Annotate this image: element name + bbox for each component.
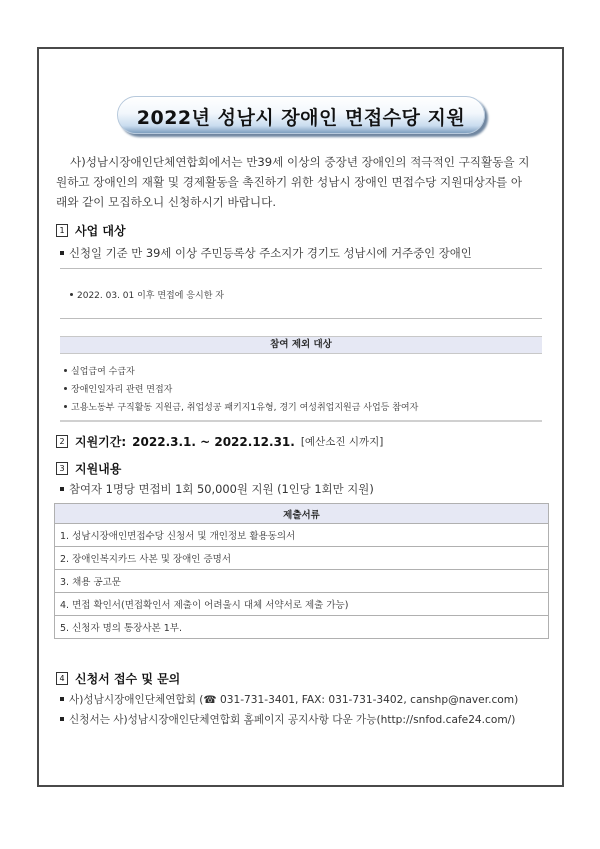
period-note: [예산소진 시까지]	[300, 436, 384, 448]
exclusion-item	[64, 364, 135, 377]
inquiry-contact-text[interactable]: 사)성남시장애인단체연합회 (☎ 031-731-3401, FAX: 031-731-3402, canshp@naver.com)	[69, 694, 519, 706]
document-row: 1. 성남시장애인면접수당 신청서 및 개인정보 활용동의서	[55, 524, 549, 547]
square-bullet-icon	[60, 717, 64, 721]
section-content-heading	[56, 460, 121, 477]
period-label: 지원기간:	[75, 435, 127, 449]
documents-table	[54, 503, 549, 639]
document-row: 3. 채용 공고문	[55, 570, 549, 593]
section-period-heading	[56, 433, 383, 450]
exclusion-item-text: 고용노동부 구직활동 지원금, 취업성공 패키지1유형, 경기 여성취업지원금 사업등 참여자	[71, 403, 419, 413]
dot-bullet-icon	[70, 293, 73, 296]
content-bullet-text: 참여자 1명당 면접비 1회 50,000원 지원 (1인당 1회만 지원)	[69, 482, 374, 496]
inquiry-download-text[interactable]: 신청서는 사)성남시장애인단체연합회 홈페이지 공지사항 다운 가능(http://snfod.cafe24.com/)	[69, 714, 516, 726]
section-number-box: 1	[56, 224, 68, 237]
section-heading-text: 사업 대상	[75, 224, 126, 238]
dot-bullet-icon	[64, 387, 67, 390]
intro-line: 원하고 장애인의 재활 및 경제활동을 촉진하기 위한 성남시 장애인 면접수당 지원대상자를 아	[56, 175, 523, 189]
document-row: 4. 면접 확인서(면접확인서 제출이 어려울시 대체 서약서로 제출 가능)	[55, 593, 549, 616]
intro-paragraph	[56, 152, 548, 212]
exclusion-item	[64, 400, 418, 413]
section-heading-text: 신청서 접수 및 문의	[75, 672, 181, 686]
intro-line: 래와 같이 모집하오니 신청하시기 바랍니다.	[56, 195, 277, 209]
period-range: 2022.3.1. ~ 2022.12.31.	[132, 434, 295, 449]
divider	[60, 420, 542, 422]
intro-line: 사)성남시장애인단체연합회에서는 만39세 이상의 중장년 장애인의 적극적인 구직활동을 지	[70, 155, 530, 169]
title-banner	[117, 96, 485, 134]
inquiry-contact	[60, 692, 518, 707]
dot-bullet-icon	[64, 405, 67, 408]
section-number-box: 2	[56, 435, 68, 448]
section-target-heading	[56, 222, 126, 239]
divider	[60, 318, 542, 319]
target-sub-item	[70, 288, 224, 301]
exclusion-item-text: 실업급여 수급자	[71, 367, 135, 377]
target-sub-item-text: 2022. 03. 01 이후 면접에 응시한 자	[77, 291, 224, 301]
section-number-box: 3	[56, 462, 68, 475]
target-bullet-text: 신청일 기준 만 39세 이상 주민등록상 주소지가 경기도 성남시에 거주중인 장애인	[69, 246, 472, 260]
target-bullet	[60, 245, 472, 261]
dot-bullet-icon	[64, 369, 67, 372]
divider	[60, 268, 542, 269]
square-bullet-icon	[60, 487, 64, 491]
content-bullet	[60, 481, 374, 497]
square-bullet-icon	[60, 697, 64, 701]
section-heading-text: 지원내용	[75, 462, 122, 476]
page-title: 2022년 성남시 장애인 면접수당 지원	[136, 107, 466, 129]
exclusion-header: 참여 제외 대상	[60, 336, 542, 354]
inquiry-download	[60, 712, 515, 727]
document-row: 5. 신청자 명의 통장사본 1부.	[55, 616, 549, 639]
section-number-box: 4	[56, 672, 68, 685]
square-bullet-icon	[60, 251, 64, 255]
document-row: 2. 장애인복지카드 사본 및 장애인 증명서	[55, 547, 549, 570]
section-inquiry-heading	[56, 670, 180, 687]
documents-header: 제출서류	[55, 504, 549, 524]
exclusion-item-text: 장애인일자리 관련 면접자	[71, 385, 173, 395]
exclusion-item	[64, 382, 172, 395]
